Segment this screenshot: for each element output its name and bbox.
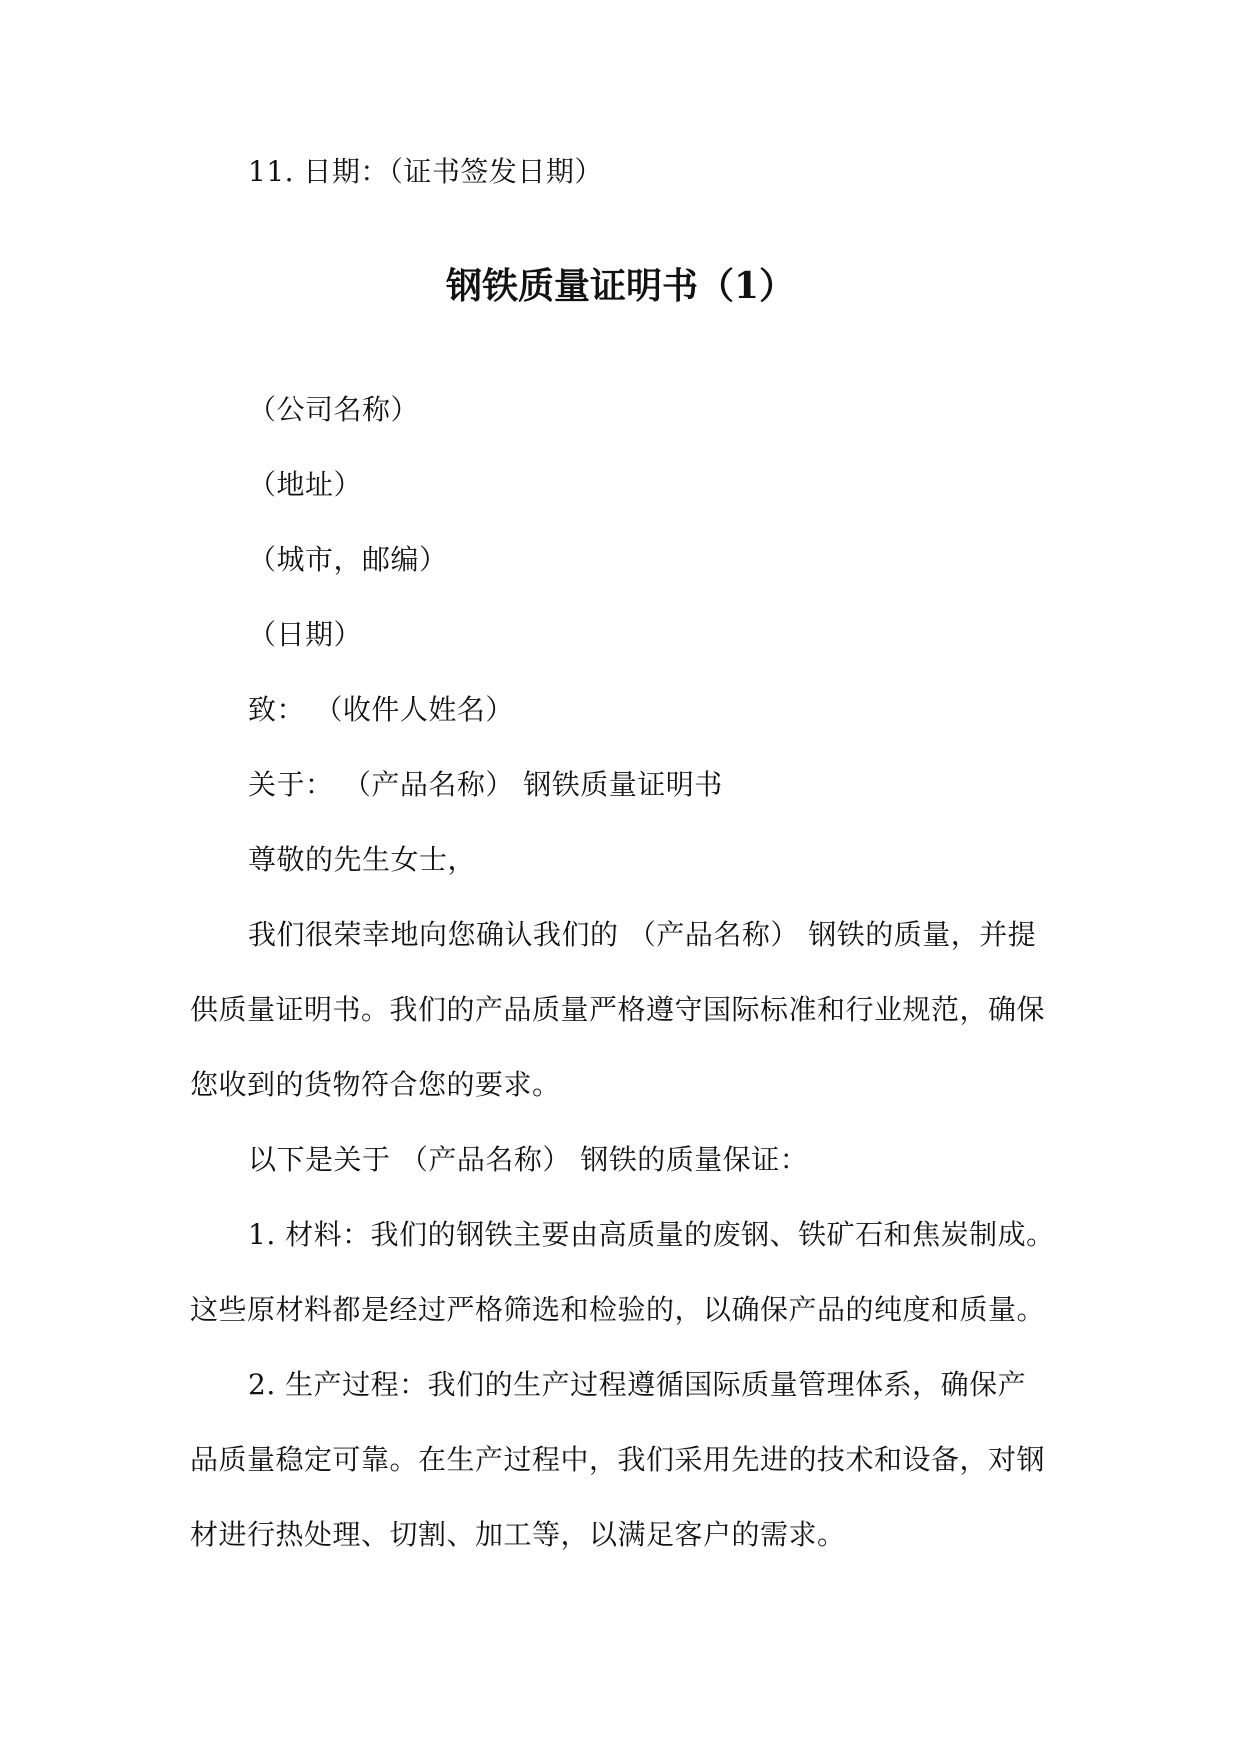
- item2-line: 品质量稳定可靠。在生产过程中，我们采用先进的技术和设备，对钢: [190, 1443, 1046, 1476]
- intro-paragraph-line: 供质量证明书。我们的产品质量严格遵守国际标准和行业规范，确保: [190, 993, 1046, 1026]
- item1-line: 1. 材料：我们的钢铁主要由高质量的废钢、铁矿石和焦炭制成。: [248, 1218, 1055, 1251]
- address-field: （地址）: [248, 468, 363, 501]
- salutation-line: 尊敬的先生女士，: [248, 843, 477, 876]
- subject-line: 关于： （产品名称） 钢铁质量证明书: [248, 768, 723, 801]
- item1-line: 这些原材料都是经过严格筛选和检验的，以确保产品的纯度和质量。: [190, 1293, 1046, 1326]
- intro-paragraph-line: 您收到的货物符合您的要求。: [190, 1068, 561, 1101]
- document-title: 钢铁质量证明书（1）: [445, 265, 796, 307]
- item2-line: 材进行热处理、切割、加工等，以满足客户的需求。: [190, 1518, 846, 1551]
- intro-paragraph-line: 我们很荣幸地向您确认我们的 （产品名称） 钢铁的质量，并提: [248, 918, 1037, 951]
- top-list-item: 11. 日期：（证书签发日期）: [248, 155, 603, 188]
- company-name-field: （公司名称）: [248, 393, 420, 426]
- item2-line: 2. 生产过程：我们的生产过程遵循国际质量管理体系，确保产: [248, 1368, 1027, 1401]
- guarantee-intro-line: 以下是关于 （产品名称） 钢铁的质量保证：: [248, 1143, 809, 1176]
- date-field: （日期）: [248, 618, 363, 651]
- city-zip-field: （城市，邮编）: [248, 543, 448, 576]
- recipient-line: 致： （收件人姓名）: [248, 693, 514, 726]
